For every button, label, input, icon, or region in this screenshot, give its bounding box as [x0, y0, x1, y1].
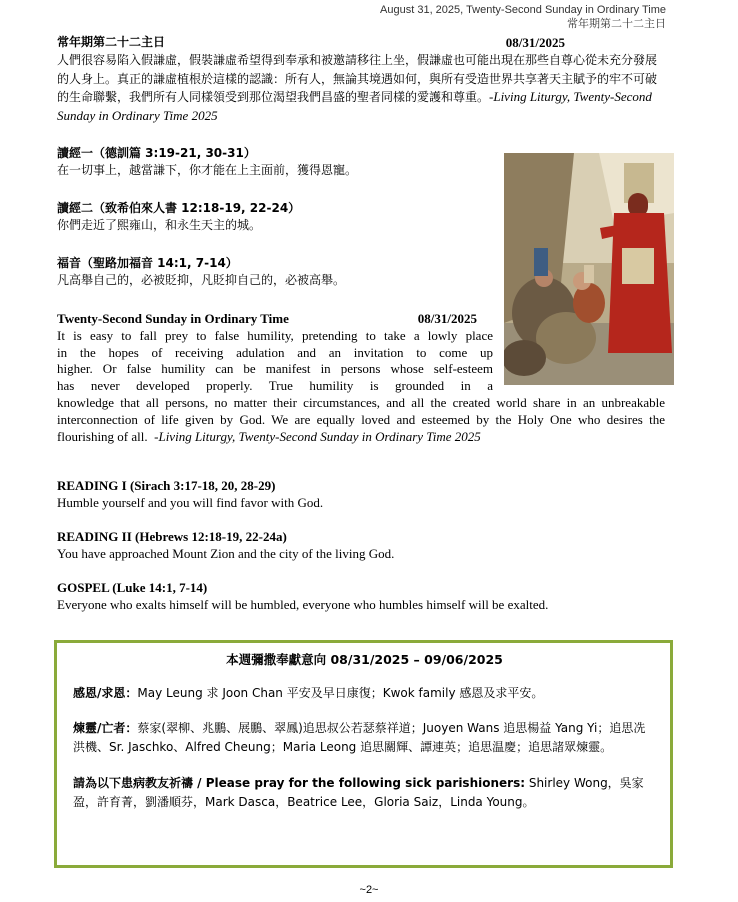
zh-reading-2-title: 讀經二（致希伯來人書 12:18-19, 22-24） [57, 201, 301, 215]
page-header [380, 3, 666, 31]
en-reflection-line: higher. Or false humility can be manifest in persons whose self-esteem [57, 361, 493, 377]
zh-reading-1 [57, 145, 497, 179]
zh-reflection-title-row [57, 34, 665, 51]
zh-reflection-title: 常年期第二十二主日 [57, 35, 166, 49]
en-reading-1-text: Humble yourself and you will find favor with God. [57, 494, 324, 510]
en-reflection-text: knowledge that all persons, no matter their circumstances, and all the created world share in an unbreakable interconnection of life given by God. We are equally loved and esteemed by the Holy One who desires the flourishing of all. [57, 394, 665, 444]
en-reading-1-title: READING I (Sirach 3:17-18, 20, 28-29) [57, 478, 276, 493]
mass-intentions-box [54, 640, 673, 868]
page-number: ~2~ [359, 884, 379, 896]
souls-intentions [73, 719, 656, 757]
zh-reading-2 [57, 200, 497, 234]
thanks-label: 感恩/求恩： [73, 686, 138, 700]
thanks-text: May Leung 求 Joon Chan 平安及早日康復；Kwok family 感恩及求平安。 [137, 686, 544, 700]
header-date-line: August 31, 2025, Twenty-Second Sunday in Ordinary Time [380, 4, 666, 16]
header-zh-title: 常年期第二十二主日 [567, 18, 666, 30]
zh-gospel-text: 凡高舉自己的，必被貶抑，凡貶抑自己的，必被高舉。 [57, 273, 346, 287]
thanks-intentions [73, 685, 656, 702]
en-reading-2-text: You have approached Mount Zion and the city of the living God. [57, 545, 395, 561]
souls-text: 蔡家(翠柳、兆鵬、展鵬、翠鳳)追思叔公若瑟蔡祥道；Juoyen Wans 追思楊益 Yang Yi；追思冼洪機、Sr. Jaschko、Alfred Cheung；Maria Leong 追思關輝、譚連英；追思温慶；追思諸眾煉靈。 [73, 721, 646, 754]
en-reading-2-title: READING II (Hebrews 12:18-19, 22-24a) [57, 529, 287, 544]
zh-reflection-date: 08/31/2025 [505, 35, 565, 50]
zh-reflection [57, 34, 665, 125]
zh-reading-2-text: 你們走近了熙雍山，和永生天主的城。 [57, 218, 262, 232]
en-gospel [57, 580, 665, 614]
zh-reading-1-title: 讀經一（德訓篇 3:19-21, 30-31） [57, 146, 256, 160]
en-reflection-narrow-lines [57, 328, 493, 395]
en-reflection [57, 311, 665, 445]
en-gospel-title: GOSPEL (Luke 14:1, 7-14) [57, 580, 208, 595]
en-reading-2 [57, 529, 665, 563]
sick-intentions [73, 774, 656, 812]
en-reflection-line: has never developed properly. True humility is grounded in a [57, 378, 493, 394]
zh-gospel [57, 255, 497, 289]
zh-reflection-source: -Living Liturgy, Twenty-Second Sunday in Ordinary Time 2025 [57, 89, 652, 123]
zh-reflection-text: 人們很容易陷入假謙虛，假裝謙虛希望得到奉承和被邀請移往上坐，假謙虛也可能出現在那些自尊心從未充分發展的人身上。真正的謙虛植根於這樣的認識：所有人，無論其境遇如何，與所有受造世界共享著天主賦予的牢不可破的生命聯繫，我們所有人同樣領受到那位渴望我們昌盛的聖者同樣的愛護和尊重。 [57, 53, 658, 104]
en-reading-1 [57, 478, 665, 512]
en-reflection-date: 08/31/2025 [417, 311, 477, 326]
en-gospel-text: Everyone who exalts himself will be humbled, everyone who humbles himself will be exalted. [57, 596, 549, 612]
zh-gospel-title: 福音（聖路加福音 14:1, 7-14） [57, 256, 238, 270]
zh-reading-1-text: 在一切事上，越當謙下，你才能在上主面前，獲得恩寵。 [57, 163, 358, 177]
sick-text: Shirley Wong，吳家盈，許育菁，劉潘順芬，Mark Dasca，Beatrice Lee，Gloria Saiz，Linda Young。 [73, 776, 644, 809]
en-reflection-source: -Living Liturgy, Twenty-Second Sunday in Ordinary Time 2025 [154, 428, 481, 444]
en-reflection-title-row [57, 311, 477, 328]
mass-intentions-title: 本週彌撒奉獻意向 08/31/2025 – 09/06/2025 [226, 652, 503, 667]
souls-label: 煉靈/亡者： [73, 721, 138, 735]
en-reflection-line: in the hopes of receiving adulation and an invitation to come up [57, 344, 493, 360]
sick-label: 請為以下患病教友祈禱 / Please pray for the following sick parishioners: [73, 776, 526, 790]
en-reflection-line: It is easy to fall prey to false humility, pretending to take a lowly place [57, 327, 493, 343]
zh-reflection-body [57, 51, 665, 125]
en-reflection-title: Twenty-Second Sunday in Ordinary Time [57, 311, 289, 326]
en-reflection-body [57, 395, 665, 445]
